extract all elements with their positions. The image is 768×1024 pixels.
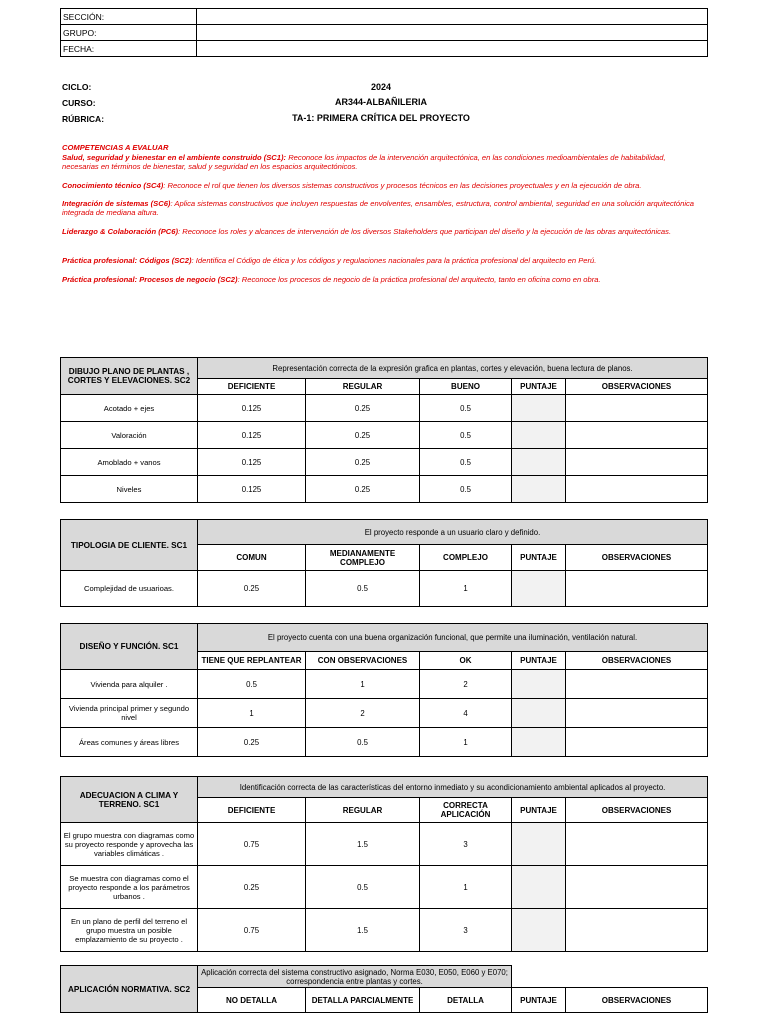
value-cell: 0.125 bbox=[198, 422, 306, 449]
criterion: Vivienda para alquiler . bbox=[61, 670, 198, 699]
criterion: Amoblado + vanos bbox=[61, 449, 198, 476]
section-description: Identificación correcta de las características del entorno inmediato y su acondicionamiento ambiental aplicados al proyecto. bbox=[198, 777, 708, 798]
observations-cell[interactable] bbox=[566, 909, 708, 952]
rubric-section-diseno bbox=[60, 623, 708, 757]
value-cell: 0.75 bbox=[198, 823, 306, 866]
observations-cell[interactable] bbox=[566, 395, 708, 422]
table-row bbox=[61, 571, 708, 607]
table-row bbox=[61, 476, 708, 503]
value-cell: 0.5 bbox=[420, 476, 512, 503]
score-cell[interactable] bbox=[512, 476, 566, 503]
column-header: OBSERVACIONES bbox=[566, 545, 708, 571]
ciclo-label: CICLO: bbox=[62, 82, 92, 92]
rubric-section-dibujo bbox=[60, 357, 708, 503]
observations-cell[interactable] bbox=[566, 728, 708, 757]
value-cell: 0.125 bbox=[198, 395, 306, 422]
rubrica-value: TA-1: PRIMERA CRÍTICA DEL PROYECTO bbox=[292, 113, 470, 123]
value-cell: 3 bbox=[420, 823, 512, 866]
column-header: COMPLEJO bbox=[420, 545, 512, 571]
observations-cell[interactable] bbox=[566, 866, 708, 909]
section-description: El proyecto responde a un usuario claro y definido. bbox=[198, 520, 708, 545]
criterion: En un plano de perfil del terreno el grupo muestra un posible emplazamiento de su proyecto . bbox=[61, 909, 198, 952]
competencia-item: Conocimiento técnico (SC4): Reconoce el rol que tienen los diversos sistemas constructivos y procesos técnicos en las decisiones proyectuales y en la ejecución de obra. bbox=[62, 181, 642, 190]
table-row bbox=[61, 728, 708, 757]
score-cell[interactable] bbox=[512, 422, 566, 449]
column-header: OBSERVACIONES bbox=[566, 379, 708, 395]
criterion: Áreas comunes y áreas libres bbox=[61, 728, 198, 757]
column-header: DEFICIENTE bbox=[198, 798, 306, 823]
ciclo-value: 2024 bbox=[370, 82, 392, 92]
observations-cell[interactable] bbox=[566, 476, 708, 503]
value-cell: 0.25 bbox=[198, 728, 306, 757]
section-title: DISEÑO Y FUNCIÓN. SC1 bbox=[61, 624, 198, 670]
value-cell: 0.75 bbox=[198, 909, 306, 952]
column-header: PUNTAJE bbox=[512, 545, 566, 571]
table-row bbox=[61, 395, 708, 422]
rubric-section-adecuacion bbox=[60, 776, 708, 952]
value-cell: 0.25 bbox=[306, 476, 420, 503]
section-label: SECCIÓN: bbox=[61, 9, 197, 25]
observations-cell[interactable] bbox=[566, 571, 708, 607]
column-header: PUNTAJE bbox=[512, 379, 566, 395]
competencia-item: Salud, seguridad y bienestar en el ambiente construido (SC1): Reconoce los impactos de la intervención arquitectónica, en las condiciones medioambientales de habitabilidad, necesarias en términos de bienestar, salud y seguridad en los espacios arquitectónicos. bbox=[62, 153, 666, 171]
value-cell: 0.5 bbox=[420, 395, 512, 422]
observations-cell[interactable] bbox=[566, 699, 708, 728]
table-row bbox=[61, 670, 708, 699]
table-row bbox=[61, 422, 708, 449]
table-row bbox=[61, 449, 708, 476]
competencia-item: Liderazgo & Colaboración (PC6): Reconoce los roles y alcances de intervención de los diversos Stakeholders que participan del diseño y la ejecución de las obras arquitectónicas. bbox=[62, 227, 672, 236]
criterion: Valoración bbox=[61, 422, 198, 449]
column-header: DETALLA bbox=[420, 988, 512, 1013]
value-cell: 0.5 bbox=[198, 670, 306, 699]
column-header: REGULAR bbox=[306, 379, 420, 395]
value-cell: 2 bbox=[420, 670, 512, 699]
competencia-item: Integración de sistemas (SC6): Aplica sistemas constructivos que incluyen respuestas de envolventes, ensambles, estructura, control ambiental, seguridad en una solución arquitectónica integrada de mediana altura. bbox=[62, 199, 695, 217]
section-title: DIBUJO PLANO DE PLANTAS , CORTES Y ELEVACIONES. SC2 bbox=[61, 358, 198, 395]
competencia-item: Práctica profesional: Códigos (SC2): Identifica el Código de ética y los códigos y regulaciones nacionales para la práctica profesional del arquitecto en Perú. bbox=[62, 256, 597, 265]
competencia-item: Práctica profesional: Procesos de negocio (SC2): Reconoce los procesos de negocio de la práctica profesional del arquitecto, tanto en oficina como en obra. bbox=[62, 275, 601, 284]
section-description: Representación correcta de la expresión grafica en plantas, cortes y elevación, buena lectura de planos. bbox=[198, 358, 708, 379]
column-header: PUNTAJE bbox=[512, 798, 566, 823]
table-row bbox=[61, 909, 708, 952]
competencias-title: COMPETENCIAS A EVALUAR bbox=[62, 143, 169, 152]
value-cell: 1 bbox=[420, 728, 512, 757]
column-header: OK bbox=[420, 652, 512, 670]
section-title: TIPOLOGIA DE CLIENTE. SC1 bbox=[61, 520, 198, 571]
column-header: REGULAR bbox=[306, 798, 420, 823]
column-header: CON OBSERVACIONES bbox=[306, 652, 420, 670]
score-cell[interactable] bbox=[512, 909, 566, 952]
value-cell: 3 bbox=[420, 909, 512, 952]
section-description: El proyecto cuenta con una buena organización funcional, que permite una iluminación, ventilación natural. bbox=[198, 624, 708, 652]
value-cell: 0.5 bbox=[420, 422, 512, 449]
score-cell[interactable] bbox=[512, 823, 566, 866]
curso-label: CURSO: bbox=[62, 98, 96, 108]
column-header: TIENE QUE REPLANTEAR bbox=[198, 652, 306, 670]
observations-cell[interactable] bbox=[566, 422, 708, 449]
column-header: DETALLA PARCIALMENTE bbox=[306, 988, 420, 1013]
value-cell: 1.5 bbox=[306, 909, 420, 952]
rubric-section-tipologia bbox=[60, 519, 708, 607]
column-header: PUNTAJE bbox=[512, 652, 566, 670]
header-fields-table bbox=[60, 8, 708, 57]
section-title: APLICACIÓN NORMATIVA. SC2 bbox=[61, 966, 198, 1013]
score-cell[interactable] bbox=[512, 699, 566, 728]
date-label: FECHA: bbox=[61, 41, 197, 57]
group-field[interactable] bbox=[197, 25, 708, 41]
column-header: OBSERVACIONES bbox=[566, 988, 708, 1013]
value-cell: 0.5 bbox=[306, 571, 420, 607]
value-cell: 0.25 bbox=[198, 571, 306, 607]
criterion: Complejidad de usuarioas. bbox=[61, 571, 198, 607]
criterion: Niveles bbox=[61, 476, 198, 503]
column-header: COMUN bbox=[198, 545, 306, 571]
value-cell: 0.5 bbox=[420, 449, 512, 476]
value-cell: 1 bbox=[306, 670, 420, 699]
column-header: BUENO bbox=[420, 379, 512, 395]
rubrica-label: RÚBRICA: bbox=[62, 114, 105, 124]
observations-cell[interactable] bbox=[566, 670, 708, 699]
observations-cell[interactable] bbox=[566, 449, 708, 476]
value-cell: 0.25 bbox=[198, 866, 306, 909]
score-cell[interactable] bbox=[512, 728, 566, 757]
score-cell[interactable] bbox=[512, 571, 566, 607]
column-header: OBSERVACIONES bbox=[566, 798, 708, 823]
curso-value: AR344-ALBAÑILERIA bbox=[334, 97, 427, 107]
criterion: Vivienda principal primer y segundo nivel bbox=[61, 699, 198, 728]
value-cell: 0.25 bbox=[306, 395, 420, 422]
value-cell: 2 bbox=[306, 699, 420, 728]
column-header: MEDIANAMENTE COMPLEJO bbox=[306, 545, 420, 571]
observations-cell[interactable] bbox=[566, 823, 708, 866]
value-cell: 0.125 bbox=[198, 476, 306, 503]
column-header: DEFICIENTE bbox=[198, 379, 306, 395]
criterion: Se muestra con diagramas como el proyecto responde a los parámetros urbanos . bbox=[61, 866, 198, 909]
value-cell: 1 bbox=[420, 571, 512, 607]
value-cell: 0.5 bbox=[306, 728, 420, 757]
column-header: PUNTAJE bbox=[512, 988, 566, 1013]
value-cell: 1.5 bbox=[306, 823, 420, 866]
group-label: GRUPO: bbox=[61, 25, 197, 41]
column-header: CORRECTA APLICACIÓN bbox=[420, 798, 512, 823]
value-cell: 0.25 bbox=[306, 449, 420, 476]
rubric-section-normativa bbox=[60, 965, 708, 1013]
score-cell[interactable] bbox=[512, 449, 566, 476]
score-cell[interactable] bbox=[512, 866, 566, 909]
date-field[interactable] bbox=[197, 41, 708, 57]
value-cell: 0.125 bbox=[198, 449, 306, 476]
table-row bbox=[61, 699, 708, 728]
table-row bbox=[61, 866, 708, 909]
value-cell: 0.5 bbox=[306, 866, 420, 909]
section-description: Aplicación correcta del sistema constructivo asignado, Norma E030, E050, E060 y E070; correspondencia entre plantas y cortes. bbox=[198, 966, 512, 988]
criterion: Acotado + ejes bbox=[61, 395, 198, 422]
value-cell: 1 bbox=[198, 699, 306, 728]
score-cell[interactable] bbox=[512, 670, 566, 699]
column-header: OBSERVACIONES bbox=[566, 652, 708, 670]
value-cell: 1 bbox=[420, 866, 512, 909]
value-cell: 0.25 bbox=[306, 422, 420, 449]
section-title: ADECUACION A CLIMA Y TERRENO. SC1 bbox=[61, 777, 198, 823]
column-header: NO DETALLA bbox=[198, 988, 306, 1013]
section-field[interactable] bbox=[197, 9, 708, 25]
table-row bbox=[61, 823, 708, 866]
value-cell: 4 bbox=[420, 699, 512, 728]
score-cell[interactable] bbox=[512, 395, 566, 422]
criterion: El grupo muestra con diagramas como su proyecto responde y aprovecha las variables climáticas . bbox=[61, 823, 198, 866]
